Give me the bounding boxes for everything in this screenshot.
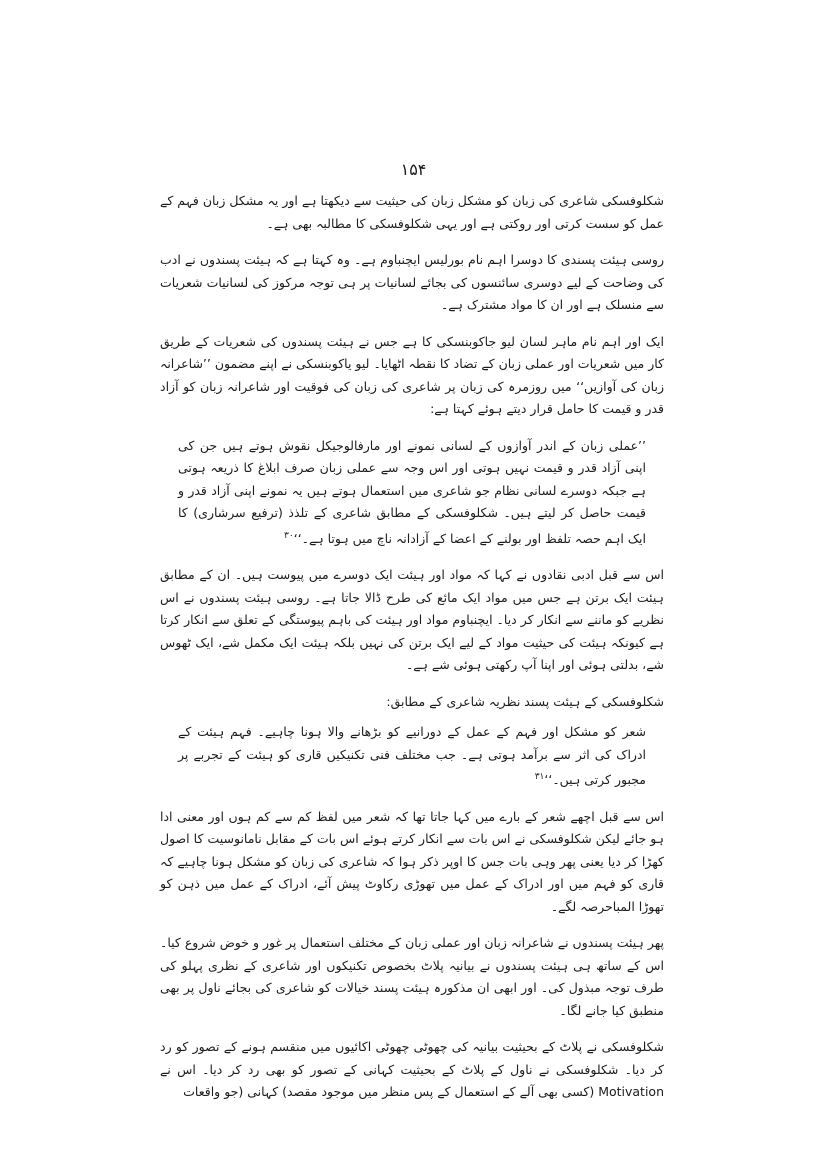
paragraph: پھر ہیئت پسندوں نے شاعرانہ زبان اور عملی زبان کے مختلف استعمال پر غور و خوض شروع کیا۔ اس کے ساتھ ہی ہیئت پسندوں نے بیانیہ پلاٹ بخصوص تکنیکوں اور شاعری کے نظری پہلو کی طرف توجہ مبذول کی۔ اور ابھی ان مذکورہ ہیئت پسند خیالات کو شاعری کی بجائے ناول پر بھی منطبق کیا جانے لگا۔ — [160, 935, 664, 1018]
text-column — [160, 190, 664, 1118]
paragraph: شکلوفسکی شاعری کی زبان کو مشکل زبان کی حیثیت سے دیکھتا ہے اور یہ مشکل زبان فہم کے عمل کو سست کرتی اور روکتی ہے اور یہی شکلوفسکی کا مطالبہ بھی ہے۔ — [160, 193, 664, 231]
footnote-marker: ۳۰ — [284, 530, 294, 541]
paragraph: روسی ہیئت پسندی کا دوسرا اہم نام بورلیس ایچنباوم ہے۔ وہ کہتا ہے کہ ہیئت پسندوں نے ادب کی وضاحت کے لیے دوسری سائنسوں کی بجائے لسانیات پر ہی توجہ مرکوز کی لسانیات شعریات سے منسلک ہے اور ان کا مواد مشترک ہے۔ — [160, 252, 664, 312]
page-number: ۱۵۴ — [400, 160, 427, 179]
quote-lead-in: شکلوفسکی کے ہیئت پسند نظریہ شاعری کے مطابق: — [386, 693, 664, 709]
paragraph: اس سے قبل اچھے شعر کے بارے میں کہا جاتا تھا کہ شعر میں لفظ کم سے کم ہوں اور معنی ادا ہو جائے لیکن شکلوفسکی نے اس بات سے انکار کرتے ہوئے اس بات کے مقابل نامانوسیت کا اصول کھڑا کر دیا یعنی پھر وہی بات جس کا اوپر ذکر ہوا کہ شاعری کی زبان کو مشکل ہونا چاہیے کہ قاری کو فہم میں اور ادراک کے عمل میں تھوڑی رکاوٹ پیش آئے، ادراک کے عمل میں ذہن کو تھوڑا المباحرصہ لگے۔ — [160, 808, 664, 914]
paragraph: اس سے قبل ادبی نقادوں نے کہا کہ مواد اور ہیئت ایک دوسرے میں پیوست ہیں۔ ان کے مطابق ہیئت ایک برتن ہے جس میں مواد ایک مائع کی طرح ڈالا جاتا ہے۔ روسی ہیئت پسندوں نے اس نظریے کو ماننے سے انکار کر دیا۔ ایچنباوم مواد اور ہیئت کی باہم پیوستگی کے تعلق سے انکار کرتا ہے کیونکہ ہیئت کی حیثیت مواد کے لیے ایک برتن کی نہیں بلکہ ہیئت ایک مکمل شے، ایک ٹھوس شے، بدلتی ہوئی اور اپنا آپ رکھتی ہوئی شے ہے۔ — [160, 567, 664, 673]
paragraph: شکلوفسکی نے پلاٹ کے بحیثیت بیانیہ کی چھوٹی چھوٹی اکائیوں میں منقسم ہونے کے تصور کو رد کر دیا۔ شکلوفسکی نے ناول کے پلاٹ کے بحیثیت کہانی کے تصور کو بھی رد کر دیا۔ اس نے Motivation (کسی بھی آلے کے استعمال کے پس منظر میں موجود مقصد) کہانی (جو واقعات — [160, 1039, 664, 1100]
paragraph: ایک اور اہم نام ماہر لسان لیو جاکوبنسکی کا ہے جس نے ہیئت پسندوں کی شعریات کے طریق کار میں شعریات اور عملی زبان کے تضاد کا نقطہ اٹھایا۔ لیو یاکوبنسکی نے اپنے مضمون ’’شاعرانہ زبان کی آوازیں‘‘ میں روزمرہ کی زبان پر شاعری کی زبان کی فوقیت اور شاعرانہ زبان کو آزاد قدر و قیمت کا حامل قرار دیتے ہوئے کہتا ہے: — [160, 333, 664, 416]
quote-text: ’’عملی زبان کے اندر آوازوں کے لسانی نمونے اور مارفالوجیکل نقوش ہوتے ہیں جن کی اپنی آزاد قدر و قیمت نہیں ہوتی اور اس وجہ سے عملی زبان صرف ابلاغ کا ذریعہ ہوتی ہے جبکہ دوسرے لسانی نظام جو شاعری میں استعمال ہوتے ہیں یہ نمونے اپنی آزاد قدر و قیمت حاصل کر لیتے ہیں۔ شکلوفسکی کے مطابق شاعری کے تلذذ (ترفیع سرشاری) کا ایک اہم حصہ تلفظ اور بولنے کے اعضا کے آزادانہ ناچ میں ہوتا ہے۔‘‘ — [178, 437, 646, 546]
footnote-marker: ۳۱ — [534, 772, 545, 783]
quote-text: شعر کو مشکل اور فہم کے عمل کے دورانیے کو بڑھانے والا ہونا چاہیے۔ فہم ہیئت کے ادراک کی اثر سے برآمد ہوتی ہے۔ جب مختلف فنی تکنیکیں قاری کو ہیئت کے تجربے پر مجبور کرتی ہیں۔‘‘ — [178, 724, 646, 788]
block-quote — [178, 721, 646, 792]
block-quote — [178, 435, 646, 551]
